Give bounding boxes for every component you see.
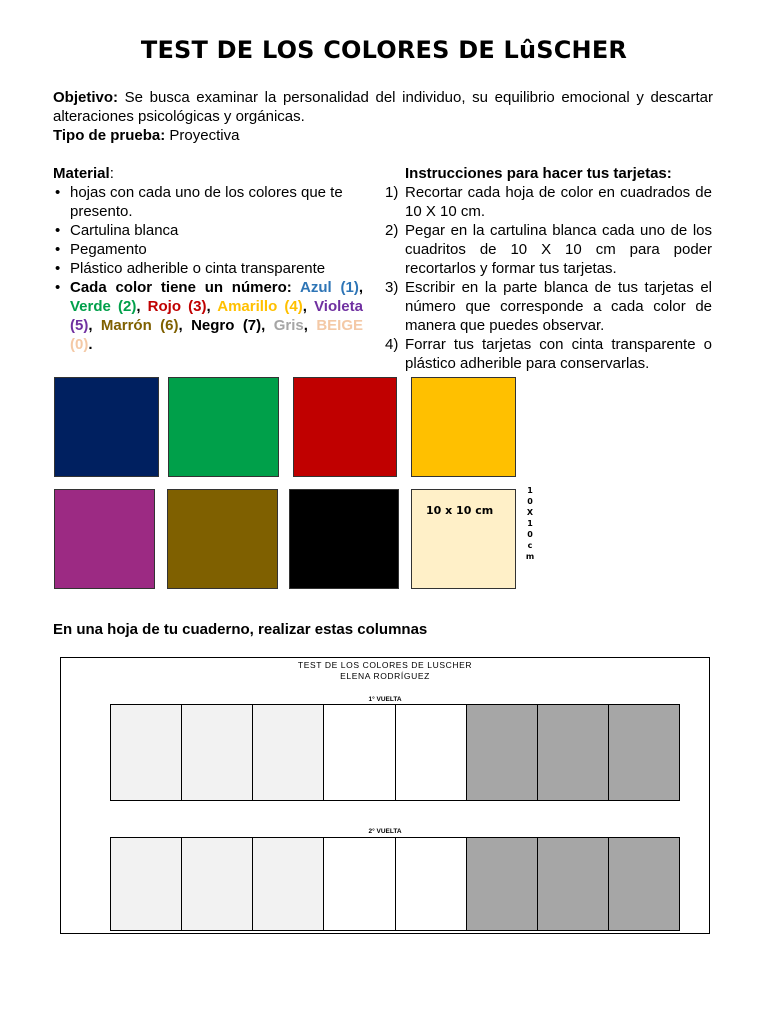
material-list	[53, 183, 363, 354]
instruccion-item: 2) Pegar en la cartulina blanca cada uno de los cuadritos de 10 X 10 cm para poder recortarlos y formar tus tarjetas.	[385, 222, 712, 277]
instrucciones-heading: Instrucciones para hacer tus tarjetas:	[405, 165, 672, 182]
swatch-negro	[289, 489, 399, 589]
beige-size-label: 10 x 10 cm	[426, 504, 494, 517]
swatch-amarillo	[411, 377, 516, 477]
color-separator: ,	[178, 317, 192, 334]
tipo-prueba-label: Tipo de prueba:	[53, 127, 166, 144]
table-cell	[538, 838, 609, 930]
color-number-label: Violeta (5)	[70, 298, 363, 334]
table-cell	[182, 838, 253, 930]
instruccion-item: 3) Escribir en la parte blanca de tus tarjetas el número que corresponde a cada color de manera que puedes observar.	[385, 279, 712, 334]
table-cell	[609, 838, 679, 930]
vuelta-1-row	[110, 704, 680, 801]
material-item: • Pegamento	[53, 240, 363, 259]
color-separator: ,	[136, 298, 148, 315]
tipo-prueba-value: Proyectiva	[165, 127, 240, 144]
color-separator: ,	[303, 317, 317, 334]
color-number-label: Verde (2)	[70, 298, 137, 315]
table-cell	[396, 838, 467, 930]
swatch-verde	[168, 377, 279, 477]
material-item: • hojas con cada uno de los colores que te presento.	[53, 183, 363, 221]
swatch-rojo	[293, 377, 397, 477]
table-cell	[467, 838, 538, 930]
color-separator: ,	[358, 279, 363, 296]
material-item-colors	[53, 278, 363, 354]
vertical-size-label: 1 0 X 1 0 c m	[525, 486, 535, 561]
instruccion-item: 4) Forrar tus tarjetas con cinta transparente o plástico adherible para conservarlas.	[385, 336, 712, 372]
color-separator: .	[88, 336, 93, 353]
column-table-diagram	[60, 657, 710, 934]
cuaderno-instruction: En una hoja de tu cuaderno, realizar estas columnas	[53, 621, 428, 638]
color-number-label: Azul (1)	[300, 279, 359, 296]
color-number-label: BEIGE (0)	[70, 317, 364, 353]
table-cell	[609, 705, 679, 800]
table-cell	[324, 838, 395, 930]
color-intro: Cada color tiene un número:	[70, 279, 292, 296]
material-heading: Material:	[53, 165, 114, 182]
page-title: TEST DE LOS COLORES DE LûSCHER	[140, 36, 628, 64]
table-title: TEST DE LOS COLORES DE LUSCHER ELENA RODRÍGUEZ	[297, 660, 473, 681]
color-separator: ,	[302, 298, 315, 315]
instruccion-item: 1) Recortar cada hoja de color en cuadrados de 10 X 10 cm.	[385, 184, 712, 220]
table-cell	[253, 705, 324, 800]
material-item: • Cartulina blanca	[53, 221, 363, 240]
objetivo-label: Objetivo:	[53, 89, 119, 106]
tipo-prueba	[53, 126, 713, 145]
swatch-azul	[54, 377, 159, 477]
material-section	[53, 164, 363, 354]
table-cell	[396, 705, 467, 800]
color-separator: ,	[88, 317, 101, 334]
table-cell	[111, 838, 182, 930]
color-number-label: Rojo (3)	[147, 298, 207, 315]
instrucciones-list	[385, 183, 712, 373]
color-number-label: Amarillo (4)	[217, 298, 303, 315]
table-cell	[111, 705, 182, 800]
swatch-beige	[411, 489, 516, 589]
swatch-marron	[167, 489, 278, 589]
color-number-label: Gris	[273, 317, 304, 334]
table-cell	[538, 705, 609, 800]
vuelta-1-label: 1° VUELTA	[368, 696, 402, 703]
table-cell	[253, 838, 324, 930]
table-cell	[467, 705, 538, 800]
swatch-violeta	[54, 489, 155, 589]
vuelta-2-label: 2° VUELTA	[368, 828, 402, 835]
table-cell	[182, 705, 253, 800]
color-separator: ,	[206, 298, 218, 315]
material-item: • Plástico adherible o cinta transparente	[53, 259, 363, 278]
objetivo-text: Se busca examinar la personalidad del individuo, su equilibrio emocional y descartar alteraciones psicológicas y orgánicas.	[53, 89, 713, 125]
instrucciones-section	[385, 164, 712, 373]
vuelta-2-row	[110, 837, 680, 931]
table-cell	[324, 705, 395, 800]
color-separator: ,	[261, 317, 274, 334]
color-number-label: Negro (7)	[191, 317, 262, 334]
color-number-label: Marrón (6)	[100, 317, 179, 334]
objetivo-paragraph	[53, 88, 713, 126]
